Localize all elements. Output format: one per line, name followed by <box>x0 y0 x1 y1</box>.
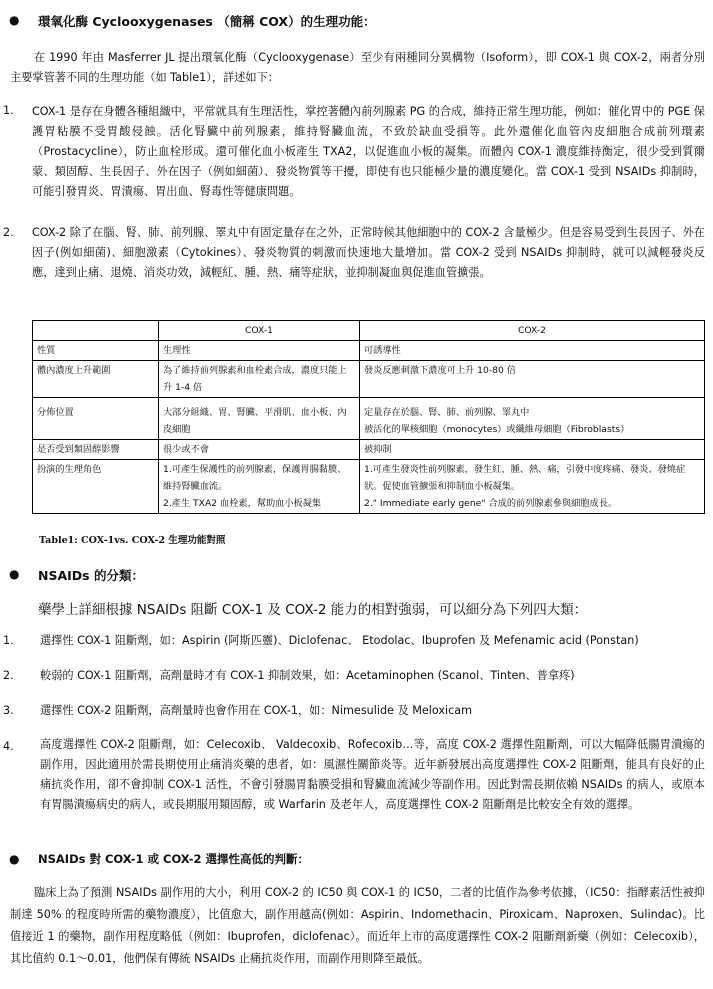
item-number: 2. <box>3 669 14 682</box>
table-row-label: 性質 <box>33 341 159 361</box>
table-row <box>33 341 705 361</box>
table-caption: Table1: COX-1vs. COX-2 生理功能對照 <box>39 535 226 546</box>
table-header-cell <box>33 321 159 341</box>
table-row <box>33 398 705 440</box>
section1-intro: 在 1990 年由 Masferrer JL 提出環氧化酶（Cyclooxygenase）至少有兩種同分異構物（Isoform），即 COX-1 與 COX-2，兩者分別主要掌管著不同的生理功能（如 Table1），詳述如下： <box>10 51 705 84</box>
table-cell-cox2: 定量存在於腦、腎、肺、前列腺、睪丸中 被活化的單核細胞（monocytes）或纖維母細胞（Fibroblasts） <box>360 398 705 440</box>
section3-paragraph: 臨床上為了預測 NSAIDs 副作用的大小，利用 COX-2 的 IC50 與 COX-1 的 IC50，二者的比值作為參考依據，（IC50：指酵素活性被抑制達 50% 的程度時所需的藥物濃度），比值愈大，副作用越高(例如：Aspirin、Indomethacin、Piroxicam、Naproxen、Sulindac)。比值接近 1 的藥物，副作用程度略低（例如：Ibuprofen，diclofenac）。而近年上市的高度選擇性 COX-2 阻斷劑新藥（例如：Celecoxib），其比值約 0.1～0.01，他們保有傳統 NSAIDs 止痛抗炎作用，而副作用則降至最低。 <box>10 886 705 965</box>
table-header-cell: COX-1 <box>159 321 360 341</box>
bullet-icon: ● <box>9 567 20 581</box>
section1-heading: 環氧化酶 Cyclooxygenases （簡稱 COX）的生理功能： <box>38 14 376 29</box>
cox1-paragraph: COX-1 是存在身體各種組織中，平常就具有生理活性，掌控著體內前列腺素 PG 的合成，維持正常生理功能，例如：催化胃中的 PGE 保護胃粘膜不受胃酸侵蝕。活化腎臟中前列腺素，維持腎臟血流，不致於缺血受損等。此外還催化血管內皮細胞合成前列環素（Prostacycline），防止血栓形成。還可催化血小板產生 TXA2，以促進血小板的凝集。而體內 COX-1 濃度維持衡定，很少受到質爾蒙、類固醇、生長因子、外在因子（例如細菌）、發炎物質等干擾，即使有也只能極少量的濃度變化。當 COX-1 受到 NSAIDs 抑制時，可能引發胃炎、胃潰瘍、胃出血、腎毒性等健康問題。 <box>32 105 705 198</box>
table-header-cell: COX-2 <box>360 321 705 341</box>
table-cell-cox1: 生理性 <box>159 341 360 361</box>
item-number: 1. <box>3 104 14 117</box>
nsaid-class-4: 高度選擇性 COX-2 阻斷劑，如：Celecoxib、 Valdecoxib、Rofecoxib…等，高度 COX-2 選擇性阻斷劑，可以大幅降低腸胃潰瘍的副作用，因此適用於需長期使用止痛消炎藥的患者，如：風濕性關節炎等。近年新發展出高度選擇性 COX-2 阻斷劑，能具有良好的止痛抗炎作用，卻不會抑制 COX-1 活性，不會引發腸胃黏膜受損和腎臟血流減少等副作用。因此對需長期依賴 NSAIDs 的病人，或原本有胃腸潰瘍病史的病人，或長期服用類固醇，或 Warfarin 及老年人，高度選擇性 COX-2 阻斷劑是比較安全有效的選擇。 <box>40 738 705 811</box>
item-number: 3. <box>3 704 14 717</box>
table-row <box>33 440 705 460</box>
bullet-icon: ● <box>9 852 20 866</box>
table-cell-cox2: 可誘導性 <box>360 341 705 361</box>
table-cell-cox1: 很少或不會 <box>159 440 360 460</box>
section3-heading: NSAIDs 對 COX-1 或 COX-2 選擇性高低的判斷： <box>38 852 310 866</box>
item-number: 4. <box>3 740 14 753</box>
item-number: 1. <box>3 634 14 647</box>
item-number: 2. <box>3 226 14 239</box>
table-row <box>33 460 705 514</box>
table-cell-cox1: 大部分組織、胃、腎臟、平滑肌、血小板、內皮細胞 <box>159 398 360 440</box>
table-row-label: 分佈位置 <box>33 398 159 440</box>
table-row-label: 扮演的生理角色 <box>33 460 159 514</box>
table-header-row <box>33 321 705 341</box>
cox2-paragraph: COX-2 除了在腦、腎、肺、前列腺、睪丸中有固定量存在之外，正常時候其他細胞中的 COX-2 含量極少。但是容易受到生長因子、外在因子(例如細菌)、細胞激素（Cytokines）、發炎物質的刺激而快速地大量增加。當 COX-2 受到 NSAIDs 抑制時，就可以減輕發炎反應，達到止痛、退燒、消炎功效，減輕紅、腫、熱、痛等症狀，並抑制凝血與促進血管擴張。 <box>32 226 705 279</box>
table-cell-cox2: 被抑制 <box>360 440 705 460</box>
section2-heading: NSAIDs 的分類： <box>38 568 144 583</box>
table-cell-cox2: 發炎反應刺激下濃度可上升 10-80 倍 <box>360 361 705 398</box>
bullet-icon: ● <box>9 13 20 27</box>
table-cell-cox1: 為了維持前列腺素和血栓素合成，濃度只能上升 1-4 倍 <box>159 361 360 398</box>
cox-comparison-table <box>32 320 705 514</box>
nsaid-class-1: 選擇性 COX-1 阻斷劑，如：Aspirin (阿斯匹靈)、Diclofenac、 Etodolac、Ibuprofen 及 Mefenamic acid (Ponstan) <box>40 634 639 647</box>
table-cell-cox1: 1.可產生保護性的前列腺素，保護胃腸黏膜、維持腎臟血流。 2.產生 TXA2 血栓素，幫助血小板凝集 <box>159 460 360 514</box>
table-row <box>33 361 705 398</box>
table-row-label: 是否受到類固醇影響 <box>33 440 159 460</box>
nsaid-class-3: 選擇性 COX-2 阻斷劑，高劑量時也會作用在 COX-1，如：Nimesulide 及 Meloxicam <box>40 704 473 717</box>
nsaid-class-2: 較弱的 COX-1 阻斷劑，高劑量時才有 COX-1 抑制效果，如：Acetaminophen (Scanol、Tinten、普拿疼) <box>40 669 575 682</box>
section2-intro: 藥學上詳細根據 NSAIDs 阻斷 COX-1 及 COX-2 能力的相對強弱，可以細分為下列四大類： <box>38 602 588 618</box>
table-cell-cox2: 1.可產生發炎性前列腺素，發生紅、腫、熱、痛，引發中度疼痛、發炎、發燒症狀。促使血管擴張和抑制血小板凝集。 2." Immediate early gene" 合成的前列腺素參與細胞成長。 <box>360 460 705 514</box>
table-row-label: 體內濃度上升範圍 <box>33 361 159 398</box>
